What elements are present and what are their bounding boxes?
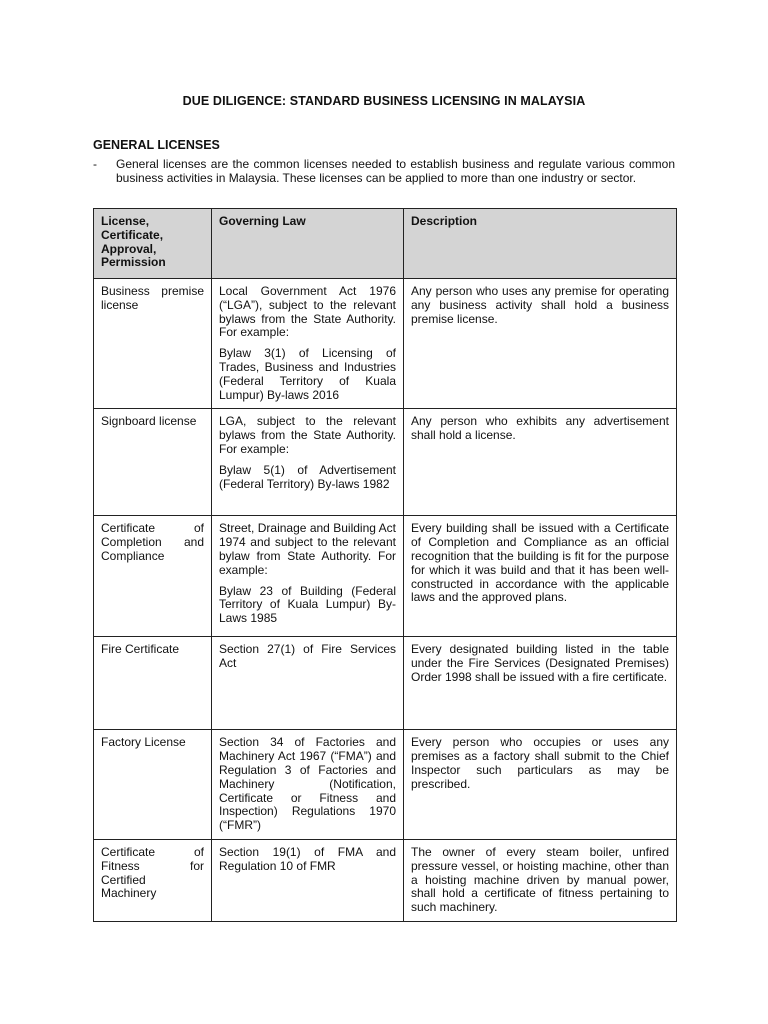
law-paragraph: Bylaw 5(1) of Advertisement (Federal Territory) By-laws 1982	[219, 462, 396, 491]
table-row	[94, 279, 677, 409]
governing-law-cell	[212, 730, 404, 840]
description-cell: Any person who exhibits any advertisement shall hold a license.	[404, 409, 677, 516]
description-cell: Every person who occupies or uses any premises as a factory shall submit to the Chief Inspector such particulars as may be prescribed.	[404, 730, 677, 840]
license-cell: Fire Certificate	[94, 637, 212, 730]
table-row	[94, 637, 677, 730]
description-cell: Any person who uses any premise for operating any business activity shall hold a business premise license.	[404, 279, 677, 409]
law-paragraph: Street, Drainage and Building Act 1974 and subject to the relevant bylaw from State Authority. For example:	[219, 521, 396, 577]
law-paragraph: LGA, subject to the relevant bylaws from the State Authority. For example:	[219, 414, 396, 456]
table-row	[94, 409, 677, 516]
bullet-dash: -	[93, 157, 97, 171]
license-cell: Business premise license	[94, 279, 212, 409]
section-heading: GENERAL LICENSES	[93, 138, 220, 152]
header-license: License, Certificate, Approval, Permission	[94, 209, 212, 279]
description-cell: Every building shall be issued with a Certificate of Completion and Compliance as an official recognition that the building is fit for the purpose for which it was build and that it has been well-constructed in accordance with the applicable laws and the approved plans.	[404, 516, 677, 637]
description-cell: Every designated building listed in the table under the Fire Services (Designated Premises) Order 1998 shall be issued with a fire certificate.	[404, 637, 677, 730]
table-header-row	[94, 209, 677, 279]
law-paragraph: Bylaw 23 of Building (Federal Territory of Kuala Lumpur) By-Laws 1985	[219, 583, 396, 626]
license-cell: Certificate of Completion and Compliance	[94, 516, 212, 637]
intro-text: General licenses are the common licenses needed to establish business and regulate various common business activities in Malaysia. These licenses can be applied to more than one industry or sector.	[116, 157, 675, 185]
governing-law-cell	[212, 409, 404, 516]
license-cell: Certificate of Fitness for Certified Machinery	[94, 839, 212, 921]
table-row	[94, 839, 677, 921]
law-paragraph: Section 27(1) of Fire Services Act	[219, 642, 396, 671]
intro-paragraph	[93, 157, 675, 185]
license-cell: Factory License	[94, 730, 212, 840]
law-paragraph: Section 19(1) of FMA and Regulation 10 of FMR	[219, 844, 396, 873]
governing-law-cell	[212, 637, 404, 730]
governing-law-cell	[212, 516, 404, 637]
table-row	[94, 730, 677, 840]
licenses-table	[93, 208, 677, 922]
description-cell: The owner of every steam boiler, unfired pressure vessel, or hoisting machine, other than a hoisting machine driven by manual power, shall hold a certificate of fitness pertaining to such machinery.	[404, 839, 677, 921]
header-governing-law: Governing Law	[212, 209, 404, 279]
table-row	[94, 516, 677, 637]
governing-law-cell	[212, 839, 404, 921]
law-paragraph: Local Government Act 1976 (“LGA”), subject to the relevant bylaws from the State Authority. For example:	[219, 284, 396, 340]
document-title: DUE DILIGENCE: STANDARD BUSINESS LICENSING IN MALAYSIA	[182, 94, 586, 108]
law-paragraph: Section 34 of Factories and Machinery Act 1967 (“FMA”) and Regulation 3 of Factories and Machinery (Notification, Certificate or Fitness and Inspection) Regulations 1970 (“FMR”)	[219, 735, 396, 833]
license-cell: Signboard license	[94, 409, 212, 516]
governing-law-cell	[212, 279, 404, 409]
law-paragraph: Bylaw 3(1) of Licensing of Trades, Business and Industries (Federal Territory of Kuala Lumpur) By-laws 2016	[219, 346, 396, 402]
header-description: Description	[404, 209, 677, 279]
